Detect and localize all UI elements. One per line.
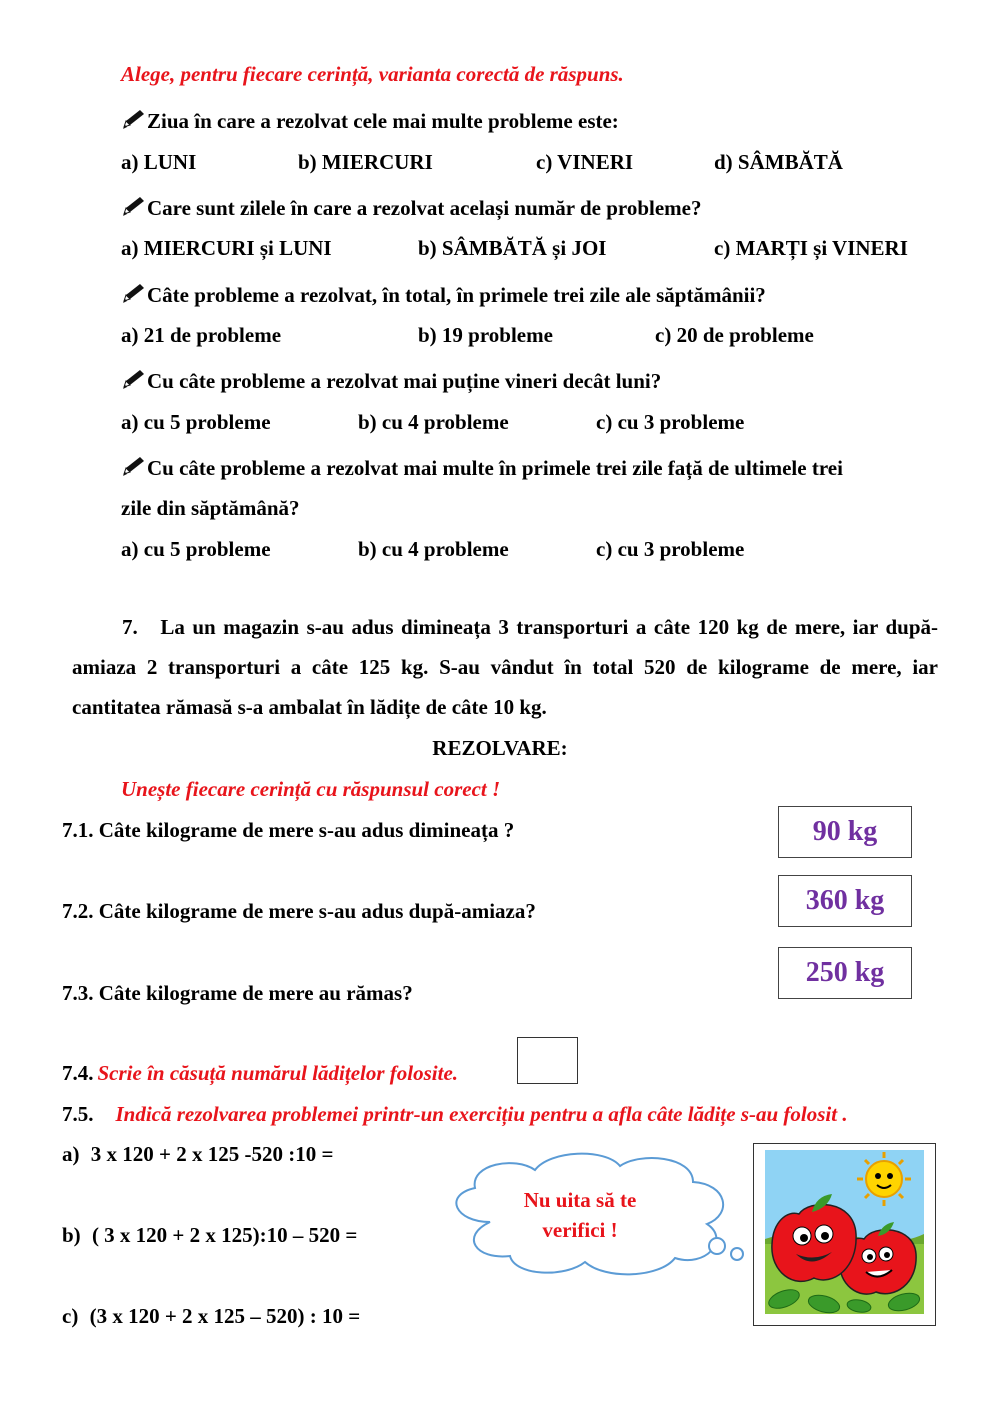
apples-picture: [753, 1143, 936, 1326]
q3-option-b[interactable]: b) 19 probleme: [418, 323, 553, 347]
crates-answer-input[interactable]: [517, 1037, 578, 1084]
exercise-a-label: a): [62, 1142, 80, 1166]
question-2: [121, 195, 701, 221]
exercise-b-label: b): [62, 1223, 81, 1247]
bubble-line-2: verifici !: [542, 1218, 618, 1242]
answer-box-360kg[interactable]: 360 kg: [778, 875, 912, 927]
question-2-text: Care sunt zilele în care a rezolvat același număr de probleme?: [147, 196, 702, 220]
question-3: [121, 282, 766, 308]
exercise-c-expr: (3 x 120 + 2 x 125 – 520) : 10 =: [89, 1304, 361, 1328]
q3-option-a[interactable]: a) 21 de probleme: [121, 323, 282, 347]
answer-box-250kg[interactable]: 250 kg: [778, 947, 912, 999]
exercise-c-label: c): [62, 1304, 79, 1328]
question-7-2: 7.2. Câte kilograme de mere s-au adus după-amiaza?: [62, 899, 536, 923]
question-7-3: 7.3. Câte kilograme de mere au rămas?: [62, 981, 413, 1005]
question-5: [121, 455, 843, 481]
bubble-line-1: Nu uita să te: [523, 1188, 637, 1212]
question-1: [121, 108, 619, 134]
question-1-text: Ziua în care a rezolvat cele mai multe probleme este:: [147, 109, 619, 133]
q5-option-c[interactable]: c) cu 3 probleme: [596, 537, 745, 561]
question-4: [121, 368, 661, 394]
q2-option-b[interactable]: b) SÂMBĂTĂ și JOI: [418, 236, 607, 260]
pencil-icon: [121, 368, 147, 390]
q4-option-a[interactable]: a) cu 5 probleme: [121, 410, 271, 434]
question-5-text-line1: Cu câte probleme a rezolvat mai multe în primele trei zile față de ultimele trei: [147, 456, 843, 480]
exercise-b-expr: ( 3 x 120 + 2 x 125):10 – 520 =: [91, 1223, 358, 1247]
question-4-text: Cu câte probleme a rezolvat mai puține vineri decât luni?: [147, 369, 662, 393]
pencil-icon: [121, 195, 147, 217]
q1-option-b[interactable]: b) MIERCURI: [298, 150, 433, 174]
q3-option-c[interactable]: c) 20 de probleme: [655, 323, 814, 347]
apples-illustration: [754, 1144, 934, 1324]
answer-box-90kg[interactable]: 90 kg: [778, 806, 912, 858]
q1-option-a[interactable]: a) LUNI: [121, 150, 197, 174]
exercise-a[interactable]: [62, 1142, 333, 1167]
problem-7-statement: [72, 607, 938, 727]
instruction-choose: Alege, pentru fiecare cerință, varianta corectă de răspuns.: [121, 62, 624, 86]
question-7-5: [62, 1102, 848, 1127]
pencil-icon: [121, 455, 147, 477]
question-5-text-line2: zile din săptămână?: [121, 496, 300, 520]
instruction-connect: Unește fiecare cerință cu răspunsul corect !: [121, 777, 501, 801]
question-7-4-text: Scrie în căsuță numărul lădițelor folosite.: [97, 1061, 459, 1085]
q5-option-a[interactable]: a) cu 5 probleme: [121, 537, 271, 561]
question-7-4-number: 7.4.: [62, 1061, 94, 1085]
exercise-a-expr: 3 x 120 + 2 x 125 -520 :10 =: [90, 1142, 334, 1166]
question-3-text: Câte probleme a rezolvat, în total, în primele trei zile ale săptămânii?: [147, 283, 766, 307]
question-7-4: [62, 1061, 458, 1086]
q1-option-c[interactable]: c) VINERI: [536, 150, 634, 174]
bubble-text: [470, 1185, 690, 1245]
q5-option-b[interactable]: b) cu 4 probleme: [358, 537, 509, 561]
question-7-1: 7.1. Câte kilograme de mere s-au adus dimineața ?: [62, 818, 515, 842]
question-7-5-number: 7.5.: [62, 1102, 94, 1126]
solution-heading: REZOLVARE:: [432, 736, 568, 760]
pencil-icon: [121, 282, 147, 304]
question-7-5-text: Indică rezolvarea problemei printr-un exercițiu pentru a afla câte lădițe s-au folosit .: [115, 1102, 848, 1126]
exercise-c[interactable]: [62, 1304, 360, 1329]
q4-option-b[interactable]: b) cu 4 probleme: [358, 410, 509, 434]
q2-option-c[interactable]: c) MARȚI și VINERI: [714, 236, 908, 260]
problem-number: 7.: [122, 615, 138, 639]
pencil-icon: [121, 108, 147, 130]
problem-text: La un magazin s-au adus dimineața 3 transporturi a câte 120 kg de mere, iar după-amiaza 2 transporturi a câte 125 kg. S-au vândut în total 520 de kilograme de mere, iar cantitatea rămasă s-a ambalat în lădițe de câte 10 kg.: [72, 615, 939, 719]
q4-option-c[interactable]: c) cu 3 probleme: [596, 410, 745, 434]
q2-option-a[interactable]: a) MIERCURI și LUNI: [121, 236, 332, 260]
q1-option-d[interactable]: d) SÂMBĂTĂ: [714, 150, 843, 174]
exercise-b[interactable]: [62, 1223, 357, 1248]
sun-icon: [857, 1152, 911, 1206]
